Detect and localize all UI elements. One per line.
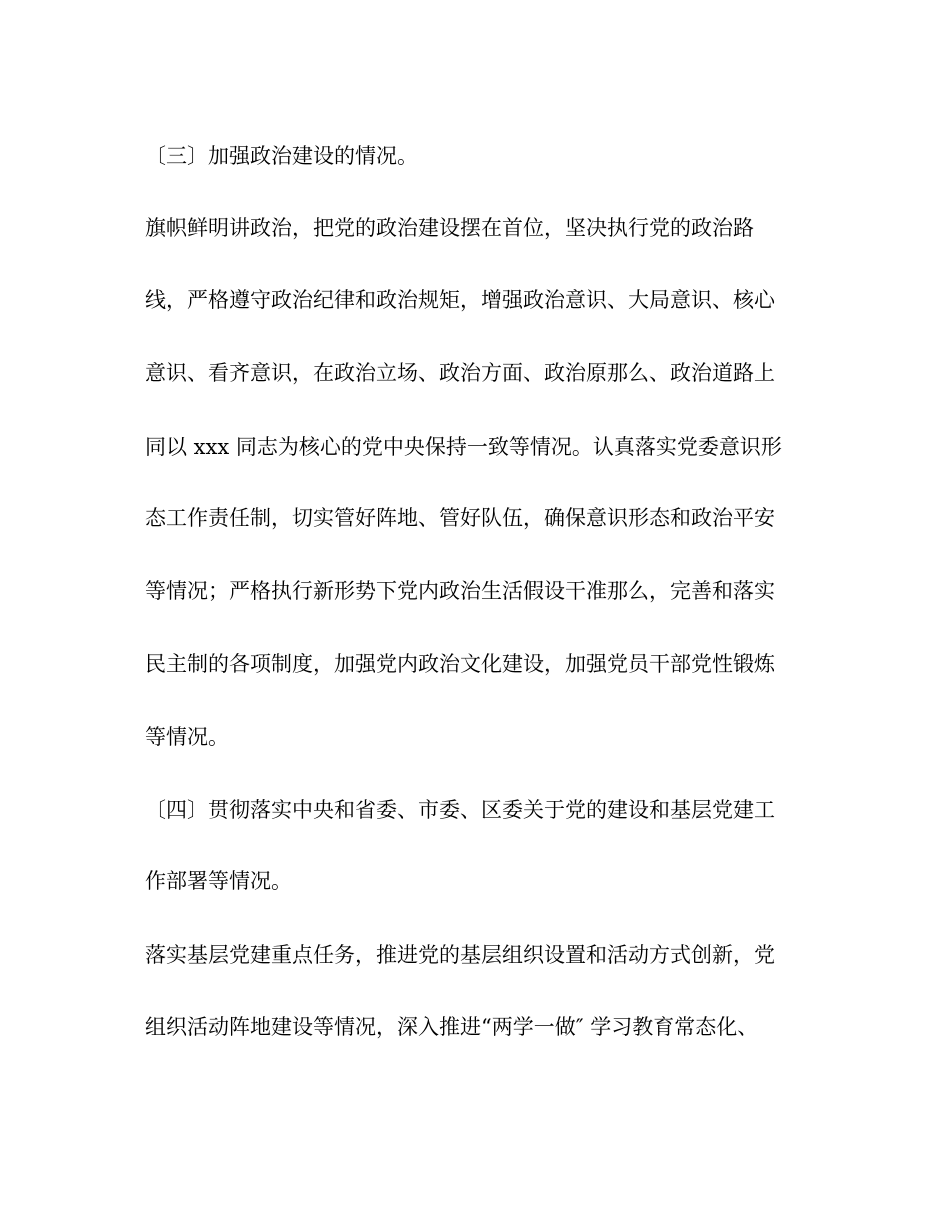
paragraph-line: 态工作责任制，切实管好阵地、管好队伍，确保意识形态和政治平安 (145, 506, 775, 530)
paragraph-line: 线，严格遵守政治纪律和政治规矩，增强政治意识、大局意识、核心 (145, 288, 775, 312)
paragraph-line: 组织活动阵地建设等情况，深入推进“两学一做″ 学习教育常态化、 (145, 1015, 759, 1039)
paragraph-line: 落实基层党建重点任务，推进党的基层组织设置和活动方式创新，党 (145, 943, 775, 967)
paragraph-line: 等情况。 (145, 725, 229, 749)
paragraph-line: 旗帜鲜明讲政治，把党的政治建设摆在首位，坚决执行党的政治路 (145, 216, 754, 240)
paragraph-line: 等情况；严格执行新形势下党内政治生活假设干准那么，完善和落实 (145, 579, 775, 603)
paragraph-line: 意识、看齐意识，在政治立场、政治方面、政治原那么、政治道路上 (145, 361, 775, 385)
section-heading-3: 〔三〕加强政治建设的情况。 (145, 144, 418, 168)
section-heading-4-cont: 作部署等情况。 (145, 869, 292, 893)
paragraph-line: 民主制的各项制度，加强党内政治文化建设，加强党员干部党性锻炼 (145, 652, 775, 676)
section-heading-4: 〔四〕贯彻落实中央和省委、市委、区委关于党的建设和基层党建工 (145, 798, 775, 822)
paragraph-line: 同以 xxx 同志为核心的党中央保持一致等情况。认真落实党委意识形 (145, 435, 782, 459)
